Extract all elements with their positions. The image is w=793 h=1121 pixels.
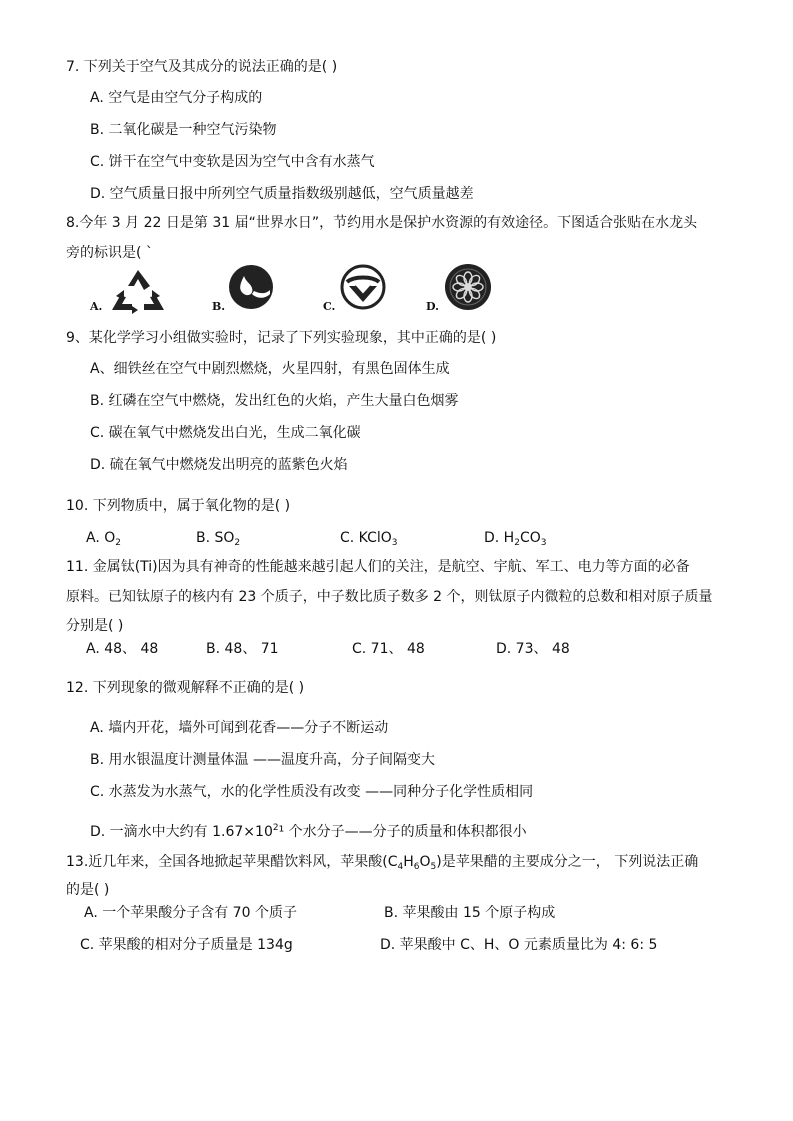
- q7-option-a: A. 空气是由空气分子构成的: [90, 90, 263, 106]
- q11-option-b: B. 48、 71: [206, 641, 279, 657]
- flower-circle-icon: [444, 263, 492, 311]
- q9-option-d: D. 硫在氧气中燃烧发出明亮的蓝紫色火焰: [90, 457, 348, 473]
- q13-stem-line1: 13.近几年来，全国各地掀起苹果醋饮料风，苹果酸$(C_4H_6O_5)$是苹果醋的主要成分之一， 下列说法正确: [66, 854, 699, 872]
- water-saving-icon: [340, 264, 386, 310]
- q13-option-b: B. 苹果酸由 15 个原子构成: [384, 905, 556, 921]
- q11-stem-line2: 原料。已知钛原子的核内有 23 个质子，中子数比质子数多 2 个，则钛原子内微粒的总数和相对原子质量: [66, 589, 713, 605]
- q11-option-a: A. 48、 48: [86, 641, 159, 657]
- q9-option-b: B. 红磷在空气中燃烧，发出红色的火焰，产生大量白色烟雾: [90, 393, 459, 409]
- q11-option-d: D. 73、 48: [496, 641, 570, 657]
- q11-option-c: C. 71、 48: [352, 641, 425, 657]
- q7-option-b: B. 二氧化碳是一种空气污染物: [90, 122, 277, 138]
- q8-stem-line2: 旁的标识是( `: [66, 245, 153, 261]
- q10-stem: 10. 下列物质中，属于氧化物的是( ): [66, 498, 291, 514]
- q7-option-c: C. 饼干在空气中变软是因为空气中含有水蒸气: [90, 154, 375, 170]
- q10-option-d: D. $H_2CO_3$: [484, 530, 547, 548]
- q7-stem: 7. 下列关于空气及其成分的说法正确的是( ): [66, 59, 338, 75]
- q8-stem-line1: 8.今年 3 月 22 日是第 31 届“世界水日”，节约用水是保护水资源的有效途径。下图适合张贴在水龙头: [66, 215, 698, 231]
- q7-option-d: D. 空气质量日报中所列空气质量指数级别越低，空气质量越差: [90, 186, 474, 202]
- q12-option-b: B. 用水银温度计测量体温 ——温度升高，分子间隔变大: [90, 752, 435, 768]
- q10-option-b: B. $SO_2$: [196, 530, 241, 548]
- q10-option-a: A. $O_2$: [86, 530, 121, 548]
- q8-label-a: A.: [90, 300, 103, 313]
- q12-option-d: D. 一滴水中大约有 $1.67\times 10^2^1$ 个水分子——分子的质量和体积都很小: [90, 823, 527, 840]
- q8-label-c: C.: [323, 300, 336, 313]
- q12-option-a: A. 墙内开花，墙外可闻到花香——分子不断运动: [90, 720, 389, 736]
- q9-stem: 9、某化学学习小组做实验时，记录了下列实验现象，其中正确的是( ): [66, 330, 497, 346]
- q9-option-a: A、细铁丝在空气中剧烈燃烧，火星四射，有黑色固体生成: [90, 361, 450, 377]
- water-drop-icon: [228, 264, 274, 310]
- q11-stem-line1: 11. 金属钛(Ti)因为具有神奇的性能越来越引起人们的关注，是航空、宇航、军工、电力等方面的必备: [66, 559, 690, 575]
- q12-option-c: C. 水蒸发为水蒸气，水的化学性质没有改变 ——同种分子化学性质相同: [90, 784, 534, 800]
- q13-stem-line2: 的是( ): [66, 882, 110, 898]
- q13-option-d: D. 苹果酸中 C、H、O 元素质量比为 4: 6: 5: [380, 937, 658, 953]
- q8-label-b: B.: [212, 300, 226, 313]
- q12-stem: 12. 下列现象的微观解释不正确的是( ): [66, 680, 305, 696]
- recycle-icon: [106, 266, 170, 314]
- q13-option-c: C. 苹果酸的相对分子质量是 134g: [80, 937, 293, 953]
- q8-label-d: D.: [426, 300, 439, 313]
- q11-stem-line3: 分别是( ): [66, 618, 124, 634]
- q9-option-c: C. 碳在氧气中燃烧发出白光，生成二氧化碳: [90, 425, 361, 441]
- q10-option-c: C. KClO$_3$: [340, 530, 398, 548]
- q13-option-a: A. 一个苹果酸分子含有 70 个质子: [84, 905, 297, 921]
